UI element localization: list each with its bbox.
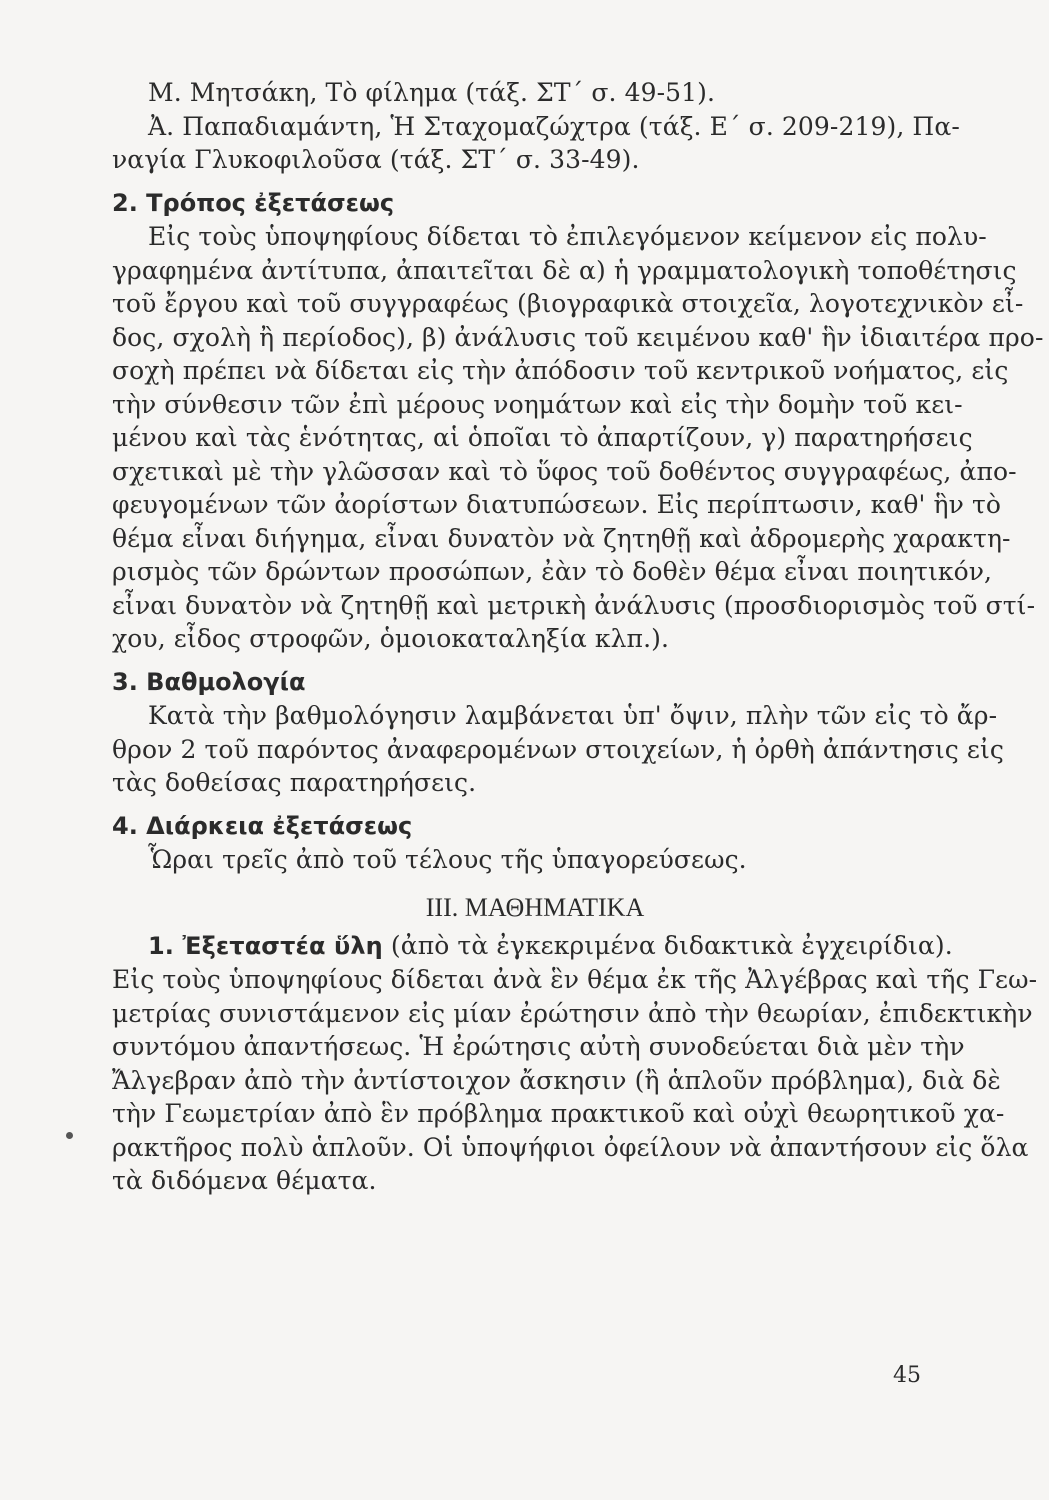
paragraph-line: ρακτῆρος πολὺ ἁπλοῦν. Οἱ ὑποψήφιοι ὀφείλουν νὰ ἀπαντήσουν εἰς ὅλα (112, 1132, 1029, 1162)
section-heading-exam-method: 2. Τρόπος ἐξετάσεως (112, 188, 395, 217)
paragraph-line: θρον 2 τοῦ παρόντος ἀναφερομένων στοιχείων, ἡ ὀρθὴ ἀπάντησις εἰς (112, 734, 1004, 764)
paragraph-line: Εἰς τοὺς ὑποψηφίους δίδεται τὸ ἐπιλεγόμενον κείμενον εἰς πολυ- (148, 222, 987, 251)
paragraph-line: Κατὰ τὴν βαθμολόγησιν λαμβάνεται ὑπ' ὄψιν, πλὴν τῶν εἰς τὸ ἄρ- (148, 701, 998, 730)
paragraph-line: φευγομένων τῶν ἀορίστων διατυπώσεων. Εἰς περίπτωσιν, καθ' ἣν τὸ (112, 490, 1002, 519)
paragraph-line: εἶναι δυνατὸν νὰ ζητηθῇ καὶ μετρικὴ ἀνάλυσις (προσδιορισμὸς τοῦ στί- (112, 590, 1036, 620)
paragraph-line: Εἰς τοὺς ὑποψηφίους δίδεται ἀνὰ ἓν θέμα ἐκ τῆς Ἀλγέβρας καὶ τῆς Γεω- (112, 965, 1038, 994)
paragraph-line: θέμα εἶναι διήγημα, εἶναι δυνατὸν νὰ ζητηθῇ καὶ ἀδρομερὴς χαρακτη- (112, 523, 1011, 553)
paragraph-line: τὴν Γεωμετρίαν ἀπὸ ἓν πρόβλημα πρακτικοῦ καὶ οὐχὶ θεωρητικοῦ χα- (112, 1099, 1005, 1128)
math-item-heading-rest: (ἀπὸ τὰ ἐγκεκριμένα διδακτικὰ ἐγχειρίδια). (382, 930, 953, 960)
document-page (112, 76, 1044, 1198)
section-heading-exam-duration: 4. Διάρκεια ἐξετάσεως (112, 811, 413, 840)
reference-line: Ἀ. Παπαδιαμάντη, Ἡ Σταχομαζώχτρα (τάξ. Ε΄ σ. 209-219), Πα- (148, 111, 960, 141)
page-number: 45 (893, 1363, 921, 1388)
paragraph-line: συντόμου ἀπαντήσεως. Ἡ ἐρώτησις αὐτὴ συνοδεύεται διὰ μὲν τὴν (112, 1032, 965, 1061)
paragraph-line: Ὧραι τρεῖς ἀπὸ τοῦ τέλους τῆς ὑπαγορεύσεως. (148, 845, 747, 874)
paragraph-line: τοῦ ἔργου καὶ τοῦ συγγραφέως (βιογραφικὰ στοιχεῖα, λογοτεχνικὸν εἶ- (112, 289, 1024, 318)
paragraph-line: τὴν σύνθεσιν τῶν ἐπὶ μέρους νοημάτων καὶ εἰς τὴν δομὴν τοῦ κει- (112, 389, 963, 419)
paragraph-line: Ἄλγεβραν ἀπὸ τὴν ἀντίστοιχον ἄσκησιν (ἢ ἁπλοῦν πρόβλημα), διὰ δὲ (112, 1065, 1001, 1095)
paragraph-line: δος, σχολὴ ἢ περίοδος), β) ἀνάλυσις τοῦ κειμένου καθ' ἣν ἰδιαιτέρα προ- (112, 322, 1044, 352)
paragraph-line: ρισμὸς τῶν δρώντων προσώπων, ἐὰν τὸ δοθὲν θέμα εἶναι ποιητικόν, (112, 557, 993, 586)
paragraph-line: τὰ διδόμενα θέματα. (112, 1166, 377, 1195)
paragraph-line: γραφημένα ἀντίτυπα, ἀπαιτεῖται δὲ α) ἡ γραμματολογικὴ τοποθέτησις (112, 255, 1017, 285)
reference-line: Μ. Μητσάκη, Τὸ φίλημα (τάξ. ΣΤ΄ σ. 49-51). (148, 78, 716, 107)
paragraph-line: μένου καὶ τὰς ἑνότητας, αἱ ὁποῖαι τὸ ἀπαρτίζουν, γ) παρατηρήσεις (112, 423, 973, 452)
paragraph-line: σοχὴ πρέπει νὰ δίδεται εἰς τὴν ἀπόδοσιν τοῦ κεντρικοῦ νοήματος, εἰς (112, 356, 1009, 385)
paragraph-line: τὰς δοθείσας παρατηρήσεις. (112, 768, 477, 797)
paragraph-line: σχετικαὶ μὲ τὴν γλῶσσαν καὶ τὸ ὕφος τοῦ δοθέντος συγγραφέως, ἀπο- (112, 456, 1017, 486)
math-item-heading-bold: 1. Ἐξεταστέα ὕλη (148, 931, 383, 960)
section-heading-grading: 3. Βαθμολογία (112, 667, 306, 696)
margin-dot-mark (66, 1132, 73, 1139)
section-title-mathematics: III. ΜΑΘΗΜΑΤΙΚΑ (425, 892, 645, 922)
paragraph-line: μετρίας συνιστάμενον εἰς μίαν ἐρώτησιν ἀπὸ τὴν θεωρίαν, ἐπιδεκτικὴν (112, 998, 1033, 1028)
reference-line: ναγία Γλυκοφιλοῦσα (τάξ. ΣΤ΄ σ. 33-49). (112, 145, 640, 174)
math-item-heading (148, 929, 953, 964)
paragraph-line: χου, εἶδος στροφῶν, ὁμοιοκαταληξία κλπ.). (112, 624, 670, 653)
